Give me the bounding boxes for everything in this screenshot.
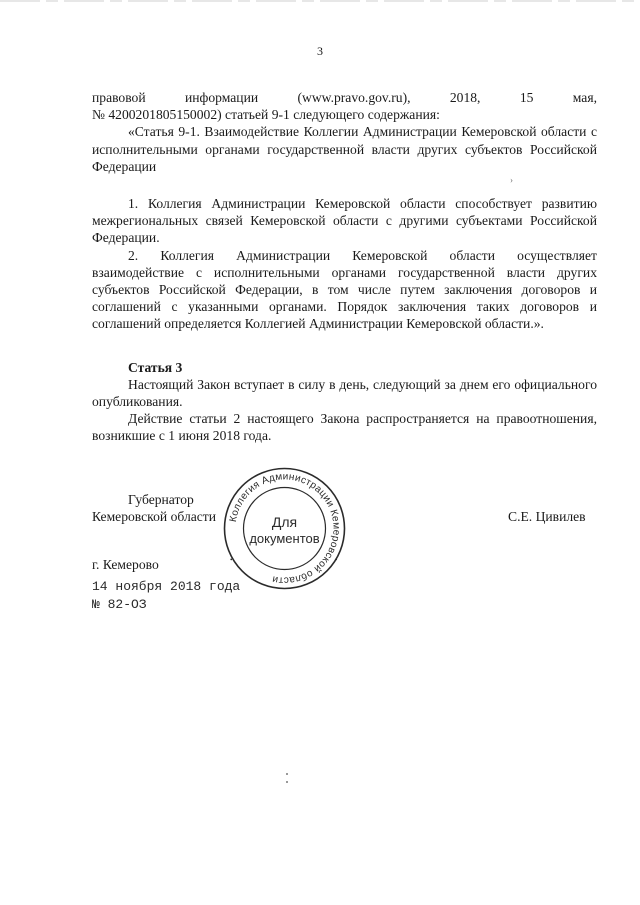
- official-stamp: [222, 466, 347, 591]
- signatory-name: С.Е. Цивилев: [508, 509, 586, 524]
- article-3-heading: Статья 3: [128, 359, 183, 375]
- law-number: № 82-ОЗ: [92, 597, 147, 612]
- stamp-star: •: [335, 556, 338, 564]
- signatory-position: Губернатор: [128, 492, 194, 507]
- scan-speck: [286, 781, 288, 783]
- stamp-center-line-1: Для: [271, 514, 298, 530]
- signing-date: 14 ноября 2018 года: [92, 579, 241, 594]
- paragraph-clause-2: 2. Коллегия Администрации Кемеровской области осуществляет взаимодействие с исполнительными органами государственной власти других субъектов Российской Федерации, в том числе путем заключения договоров и соглашений с указанными органами. Порядок заключения таких договоров и соглашений определяется Коллегией Администрации Кемеровской области.».: [92, 247, 597, 332]
- scan-speck: [286, 773, 288, 775]
- paragraph-1-line-1: правовой информации (www.pravo.gov.ru), 2018, 15 мая,: [92, 90, 597, 105]
- stamp-ring-text: Коллегия Администрации Кемеровской области: [227, 471, 342, 586]
- page-number: 3: [317, 44, 323, 58]
- stamp-star: •: [230, 556, 233, 564]
- document-body: [92, 89, 597, 445]
- paragraph-article-3-part-1: Настоящий Закон вступает в силу в день, следующий за днем его официального опубликования.: [92, 376, 597, 410]
- paragraph-1-line-2: № 4200201805150002) статьей 9-1 следующего содержания:: [92, 107, 440, 123]
- paragraph-clause-1: 1. Коллегия Администрации Кемеровской области способствует развитию межрегиональных связей Кемеровской области с другими субъектами Российской Федерации.: [92, 196, 597, 246]
- stamp-center-line-2: документов: [249, 531, 320, 546]
- place-of-signing: г. Кемерово: [92, 557, 159, 572]
- scan-top-edge: [0, 0, 640, 6]
- paragraph-article-3-part-2: Действие статьи 2 настоящего Закона распространяется на правоотношения, возникшие с 1 июня 2018 года.: [92, 411, 597, 444]
- paragraph-article-9-1-title: «Статья 9-1. Взаимодействие Коллегии Администрации Кемеровской области с исполнительными органами государственной власти других субъектов Российской Федерации: [92, 124, 597, 174]
- scan-artifact: ›: [510, 175, 513, 185]
- signatory-region: Кемеровской области: [92, 509, 217, 524]
